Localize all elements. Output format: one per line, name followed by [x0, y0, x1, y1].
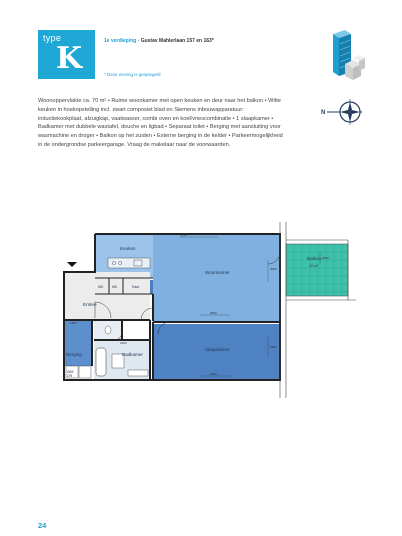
dim-slaap-height: 2900	[270, 345, 277, 349]
building-icon	[327, 28, 367, 82]
keuken-area	[95, 234, 153, 278]
label-kast: Kast	[132, 285, 140, 289]
header-address: Gustav Mahlerlaan 157 en 163*	[140, 38, 214, 44]
dim-bottom: 5300	[210, 372, 217, 376]
type-word: type	[43, 33, 62, 43]
label-balkon-area: 10 m²	[309, 264, 319, 268]
page-number: 24	[38, 521, 47, 530]
entree-area	[64, 272, 150, 320]
label-wm: WM	[67, 370, 74, 374]
label-woonkamer: Woonkamer	[205, 270, 230, 275]
dim-balkon-height: 2900	[322, 256, 329, 260]
label-dr: DR	[67, 374, 73, 378]
label-balkon: Balkon	[307, 256, 322, 261]
mirror-note: * Deze woning is gespiegeld	[104, 72, 161, 77]
dim-woon-height: 4000	[270, 267, 277, 271]
description: Woonoppervlakte ca. 70 m² • Ruime woonkamer met open keuken en deur naar het balkon • Witte keuken in hoekopstelling incl. zwart composiet blad en Siemens inbouwapparatuur: inductiekookplaat, afzuigkap, vaatwasser, combi oven en koel/vriescombinatie • 1 slaapkamer • Badkamer met dubbele wastafel, douche en ligbad • Separaat toilet • Berging met aansluiting voor wasmachine en droger • Balkon op het zuiden • Externe berging in de kelder • Parkeermogelijkheid in de ondergrondse parkeergarage. Vraag de makelaar naar de voorwaarden.	[38, 98, 283, 148]
dim-mid: 5900	[210, 311, 217, 315]
dim-bath: 2200	[120, 341, 127, 345]
label-slaapkamer: Slaapkamer	[205, 347, 230, 352]
label-berging: Berging	[66, 352, 82, 357]
floor-plan	[50, 212, 356, 398]
compass-icon	[318, 97, 368, 127]
header-separator: -	[136, 38, 141, 44]
label-mk-1: MK	[98, 285, 104, 289]
header-line	[104, 38, 214, 44]
type-box	[38, 30, 95, 79]
header-floor: 1e verdieping	[104, 38, 137, 44]
label-keuken: Keuken	[120, 246, 136, 251]
compass-letter: N	[321, 110, 326, 116]
dim-top: 8700	[180, 233, 187, 237]
dim-berging: 1800	[70, 321, 77, 325]
woonkamer-area	[153, 234, 280, 321]
label-mk-2: MK	[112, 285, 118, 289]
label-entree: Entree	[83, 302, 97, 307]
berging-area	[64, 320, 92, 366]
type-letter: K	[56, 41, 83, 76]
label-badkamer: Badkamer	[122, 352, 143, 357]
